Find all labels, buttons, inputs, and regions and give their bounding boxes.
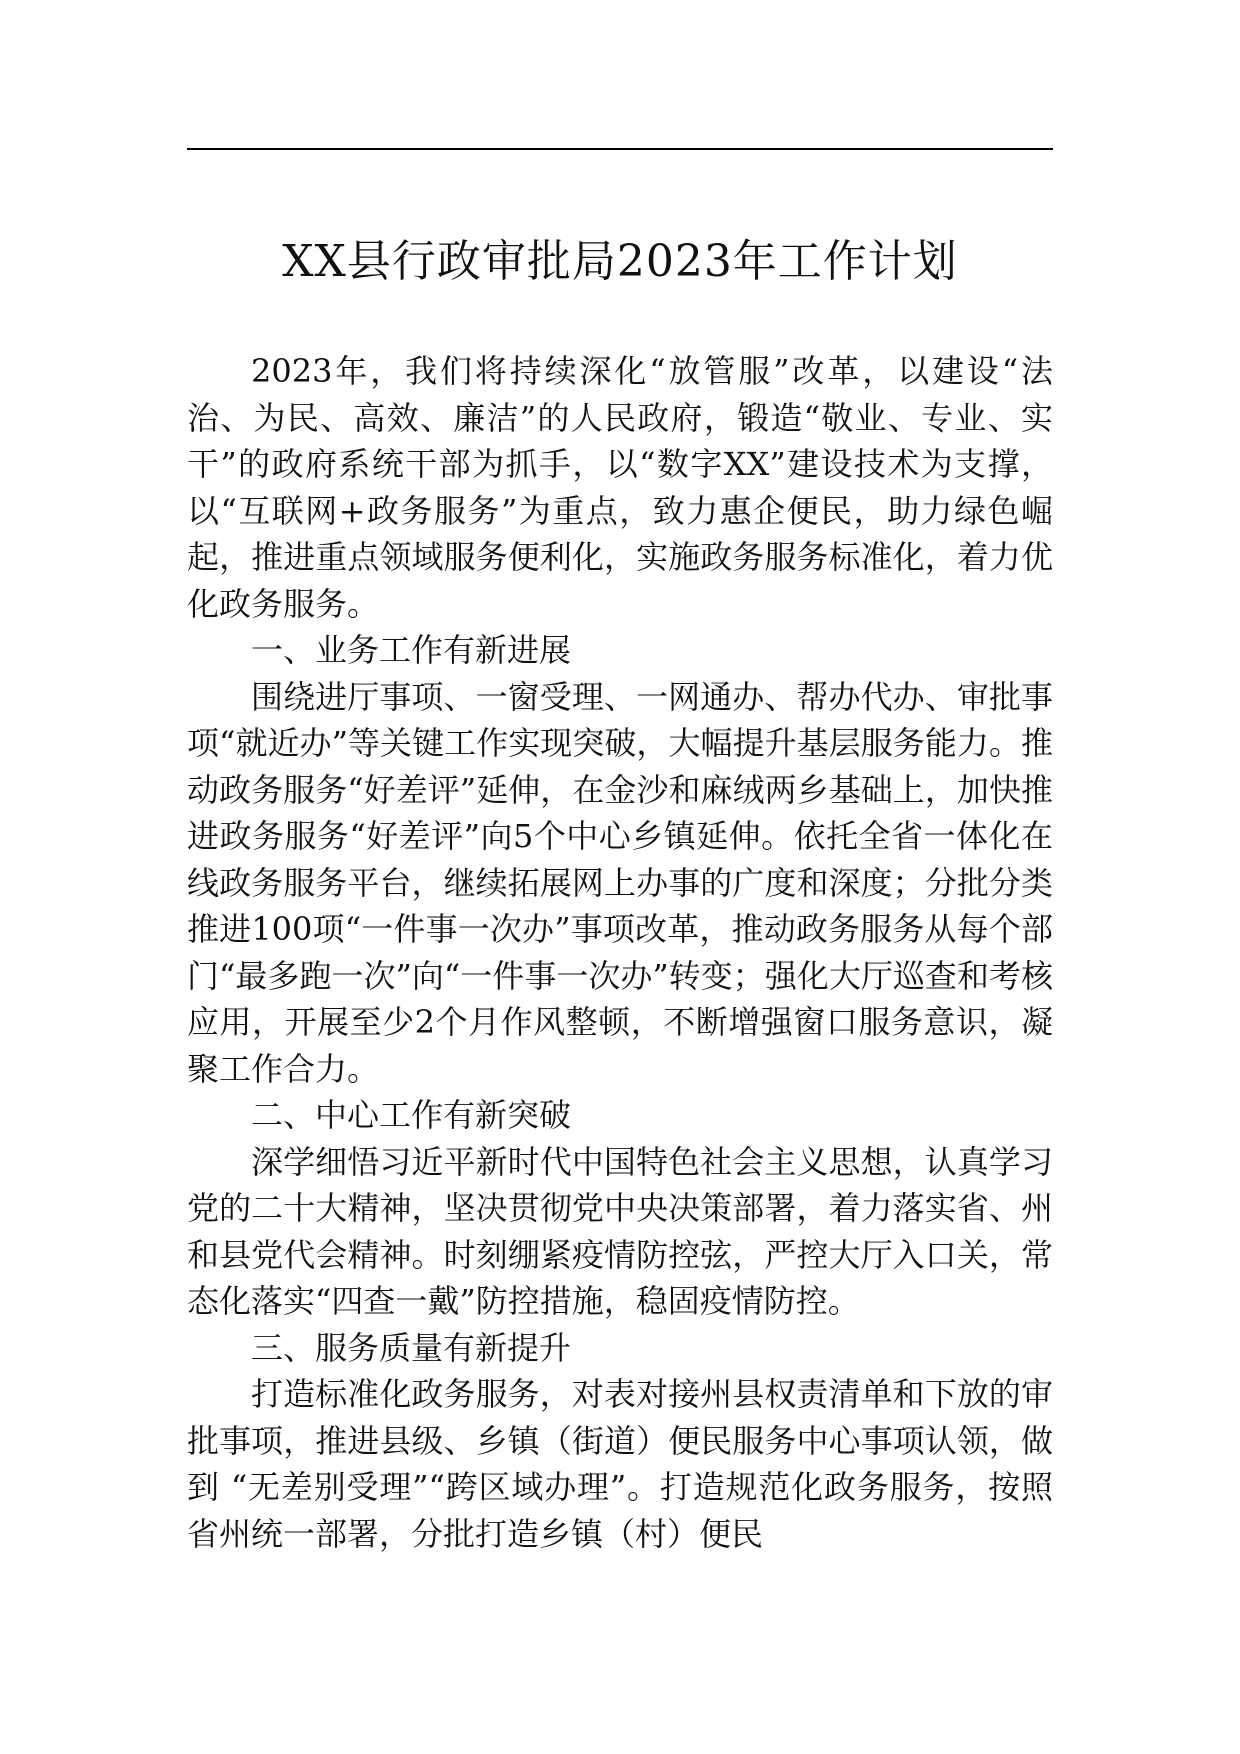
- header-rule: [187, 148, 1053, 150]
- section-heading-3: 三、服务质量有新提升: [251, 1328, 572, 1367]
- section-heading-1: 一、业务工作有新进展: [251, 631, 572, 669]
- section-3-paragraph: 打造标准化政务服务，对表对接州县权责清单和下放的审批事项，推进县级、乡镇（街道）便民服务中心事项认领，做到 “无差别受理”“跨区域办理”。打造规范化政务服务，按照省州统一部署，分批打造乡镇（村）便民: [187, 1375, 1053, 1553]
- document-title: XX县行政审批局2023年工作计划: [282, 236, 958, 287]
- intro-paragraph: 2023年，我们将持续深化“放管服”改革，以建设“法治、为民、高效、廉洁”的人民政府，锻造“敬业、专业、实干”的政府系统干部为抓手，以“数字XX”建设技术为支撑，以“互联网+政务服务”为重点，致力惠企便民，助力绿色崛起，推进重点领域服务便利化，实施政务服务标准化，着力优化政务服务。: [187, 352, 1053, 623]
- section-heading-2: 二、中心工作有新突破: [251, 1096, 572, 1134]
- section-2-paragraph: 深学细悟习近平新时代中国特色社会主义思想，认真学习党的二十大精神，坚决贯彻党中央决策部署，着力落实省、州和县党代会精神。时刻绷紧疫情防控弦，严控大厅入口关，常态化落实“四查一戴”防控措施，稳固疫情防控。: [187, 1142, 1053, 1320]
- section-1-paragraph: 围绕进厅事项、一窗受理、一网通办、帮办代办、审批事项“就近办”等关键工作实现突破，大幅提升基层服务能力。推动政务服务“好差评”延伸，在金沙和麻绒两乡基础上，加快推进政务服务“好差评”向5个中心乡镇延伸。依托全省一体化在线政务服务平台，继续拓展网上办事的广度和深度；分批分类推进100项“一件事一次办”事项改革，推动政务服务从每个部门“最多跑一次”向“一件事一次办”转变；强化大厅巡查和考核应用，开展至少2个月作风整顿，不断增强窗口服务意识，凝聚工作合力。: [187, 677, 1053, 1088]
- document-body: [187, 348, 1053, 1557]
